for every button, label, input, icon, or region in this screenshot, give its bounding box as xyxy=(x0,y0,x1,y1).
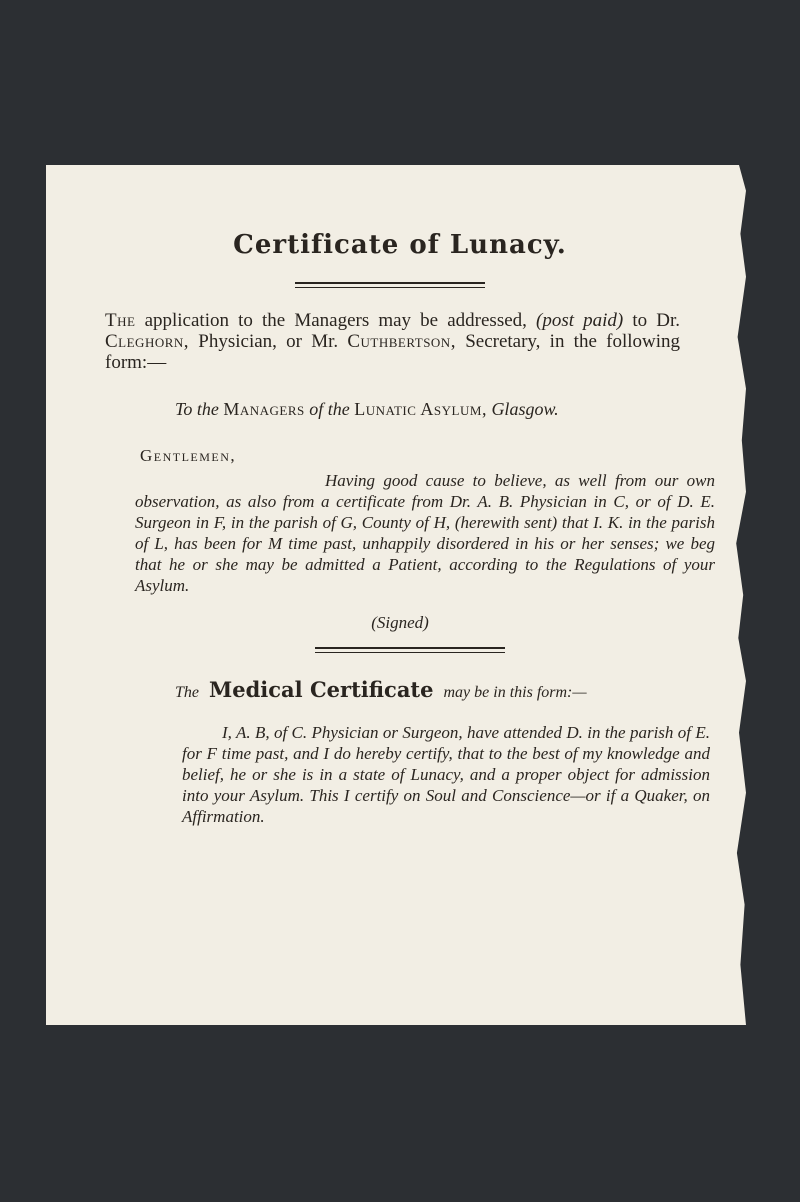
addressee-managers: Managers xyxy=(223,399,305,419)
section-rule xyxy=(315,647,505,653)
intro-text-2: to Dr. xyxy=(632,310,681,331)
intro-text-3: Physician, or Mr. xyxy=(198,331,339,352)
addressee-to: To the xyxy=(175,399,219,419)
intro-text-4: Secretary, in the following form:— xyxy=(105,331,681,373)
medical-body: I, A. B, of C. Physician or Surgeon, have attended D. in the parish of E. for F time past, and I do hereby certify, that to the best of my knowledge and belief, he or she is in a state of Lunacy, and a proper object for admission into your Asylum. This I certify on Soul and Conscience—or if a Quaker, on Affirmation. xyxy=(182,723,710,826)
intro-post-paid: (post paid) xyxy=(536,310,624,331)
intro-paragraph xyxy=(105,310,680,373)
addressee-line xyxy=(175,399,670,420)
addressee-place: Glasgow. xyxy=(491,399,559,419)
addressee-of-the: of the xyxy=(309,399,350,419)
addressee-asylum: Lunatic Asylum, xyxy=(354,399,487,419)
document-content xyxy=(70,230,715,844)
intro-name-cleghorn: Cleghorn, xyxy=(105,331,190,352)
medical-tail: may be in this form:— xyxy=(443,684,587,701)
salutation: Gentlemen, xyxy=(140,446,237,465)
title-rule xyxy=(295,282,485,288)
medical-heading: Medical Certificate xyxy=(209,677,434,702)
document-title: Certificate of Lunacy. xyxy=(233,230,567,260)
signed-label: (Signed) xyxy=(371,613,429,632)
intro-the: The xyxy=(105,310,136,331)
intro-text-1: application to the Managers may be addressed, xyxy=(144,310,527,331)
medical-the: The xyxy=(175,684,199,701)
letter-body: Having good cause to believe, as well from our own observation, as also from a certificate from Dr. A. B. Physician in C, or of D. E. Surgeon in F, in the parish of G, County of H, (herewith sent) that I. K. in the parish of L, has been for M time past, unhappily disordered in his or her senses; we beg that he or she may be admitted a Patient, according to the Regulations of your Asylum. xyxy=(135,471,715,595)
intro-name-cuthbertson: Cuthbertson, xyxy=(347,331,456,352)
medical-certificate-heading xyxy=(175,677,670,702)
